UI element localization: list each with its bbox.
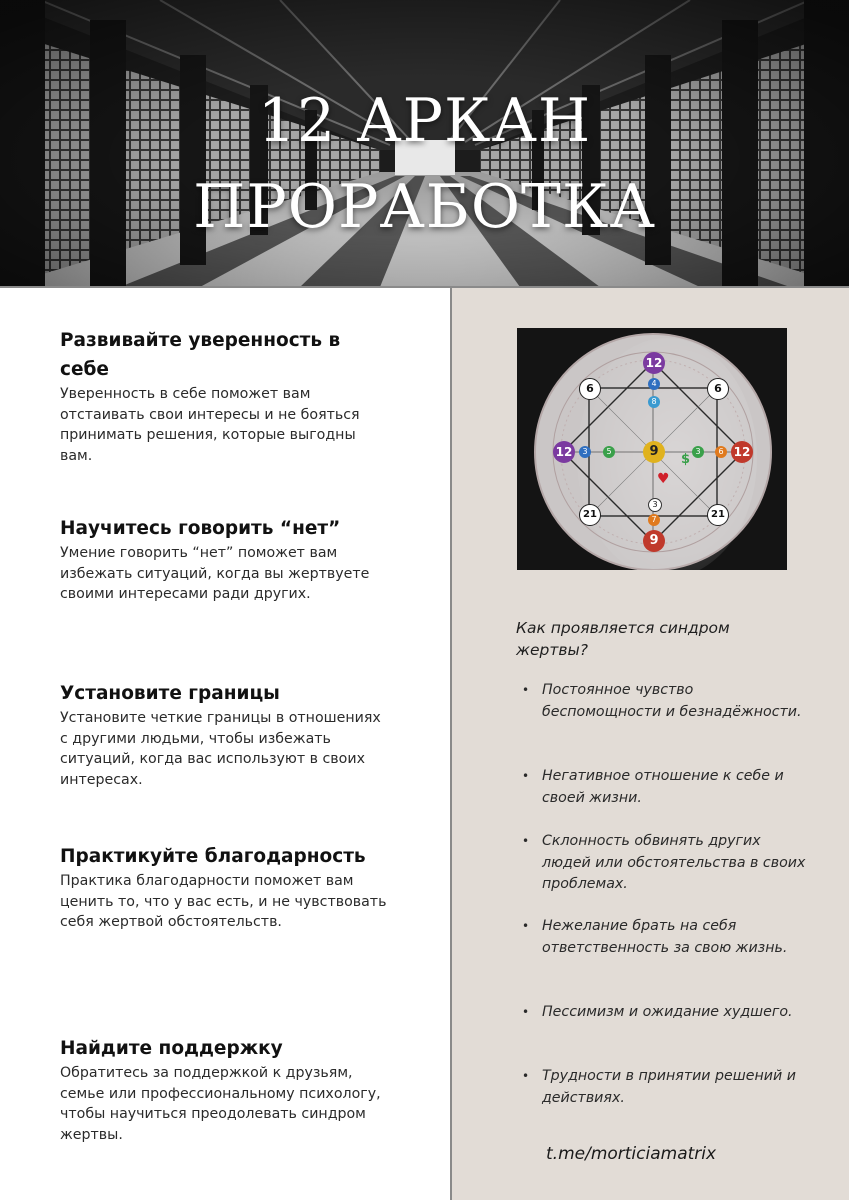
matrix-node-small: 4	[648, 378, 660, 390]
page-title	[0, 78, 849, 250]
matrix-node-small: 3	[579, 446, 591, 458]
list-item	[522, 831, 812, 896]
symptoms-title: Как проявляется синдром жертвы?	[516, 619, 730, 659]
tip-gratitude	[60, 842, 390, 933]
matrix-node-corner: 21	[579, 504, 601, 526]
tip-title: Научитесь говорить “нет”	[60, 518, 341, 539]
matrix-node-small: 5	[603, 446, 615, 458]
tip-title: Развивайте уверенность в себе	[60, 330, 341, 380]
bullet-icon: •	[522, 1005, 530, 1019]
matrix-node-bottom: 9	[643, 530, 665, 552]
tip-boundaries	[60, 679, 390, 790]
list-item-text: Склонность обвинять других людей или обстоятельства в своих проблемах.	[542, 833, 806, 892]
matrix-node-corner: 21	[707, 504, 729, 526]
matrix-node-corner: 6	[707, 378, 729, 400]
destiny-matrix-image	[517, 328, 787, 570]
matrix-node-small: 3	[692, 446, 704, 458]
tip-say-no	[60, 514, 390, 605]
list-item-text: Нежелание брать на себя ответственность за свою жизнь.	[542, 918, 788, 956]
list-item	[522, 916, 812, 959]
bullet-icon: •	[522, 834, 530, 848]
telegram-link[interactable]: t.me/morticiamatrix	[546, 1144, 717, 1164]
tip-confidence	[60, 326, 390, 466]
matrix-node-left: 12	[553, 441, 575, 463]
bullet-icon: •	[522, 919, 530, 933]
title-line-1: 12 АРКАН	[257, 86, 592, 156]
tip-text: Установите четкие границы в отношениях с другими людьми, чтобы избежать ситуаций, когда вас используют в своих интересах.	[60, 710, 381, 788]
dollar-icon: $	[681, 452, 691, 467]
bullet-icon: •	[522, 1069, 530, 1083]
list-item-text: Постоянное чувство беспомощности и безнадёжности.	[542, 682, 802, 720]
list-item-text: Пессимизм и ожидание худшего.	[542, 1004, 793, 1020]
tip-text: Уверенность в себе поможет вам отстаивать свои интересы и не бояться принимать решения, которые выгодны вам.	[60, 386, 360, 464]
tip-text: Практика благодарности поможет вам ценить то, что у вас есть, и не чувствовать себя жертвой обстоятельств.	[60, 873, 387, 930]
tip-title: Установите границы	[60, 683, 280, 704]
tip-text: Обратитесь за поддержкой к друзьям, семье или профессиональному психологу, чтобы научиться преодолевать синдром жертвы.	[60, 1065, 381, 1143]
heart-icon: ♥	[657, 471, 670, 487]
matrix-node-small: 8	[648, 396, 660, 408]
matrix-node-small: 7	[648, 514, 660, 526]
list-item-text: Трудности в принятии решений и действиях.	[542, 1068, 796, 1106]
bullet-icon: •	[522, 769, 530, 783]
matrix-node-center: 9	[643, 441, 665, 463]
list-item	[522, 680, 812, 723]
list-item	[522, 1002, 812, 1024]
matrix-node-corner: 6	[579, 378, 601, 400]
list-item-text: Негативное отношение к себе и своей жизни.	[542, 768, 784, 806]
matrix-node-right: 12	[731, 441, 753, 463]
tip-title: Найдите поддержку	[60, 1038, 283, 1059]
tip-title: Практикуйте благодарность	[60, 846, 366, 867]
title-line-2: ПРОРАБОТКА	[193, 172, 656, 242]
matrix-node-small: 3	[648, 498, 662, 512]
tip-text: Умение говорить “нет” поможет вам избежать ситуаций, когда вы жертвуете своими интересами ради других.	[60, 545, 370, 602]
tip-support	[60, 1034, 390, 1145]
bullet-icon: •	[522, 683, 530, 697]
list-item	[522, 766, 812, 809]
matrix-node-top: 12	[643, 352, 665, 374]
header-banner	[0, 0, 849, 287]
list-item	[522, 1066, 812, 1109]
matrix-node-small: 6	[715, 446, 727, 458]
